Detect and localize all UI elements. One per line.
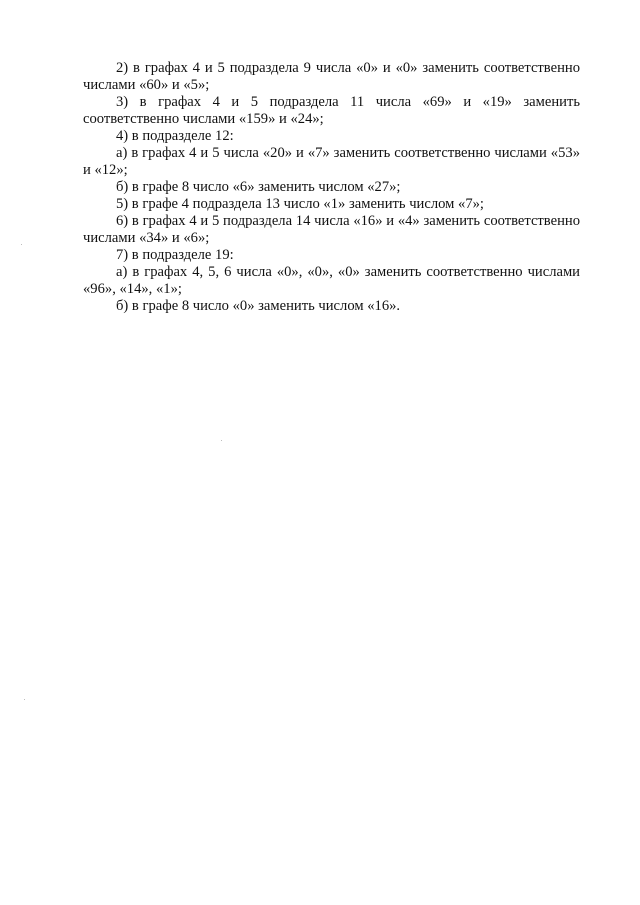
- paragraph-item-5: 5) в графе 4 подраздела 13 число «1» заменить числом «7»;: [116, 196, 484, 212]
- paragraph-item-6: 6) в графах 4 и 5 подраздела 14 числа «16» и «4» заменить соответственно числами «34» и «6»;: [83, 213, 580, 246]
- paragraph-item-3: 3) в графах 4 и 5 подраздела 11 числа «69» и «19» заменить соответственно числами «159» и «24»;: [83, 94, 580, 127]
- paragraph-item-4a: а) в графах 4 и 5 числа «20» и «7» заменить соответственно числами «53» и «12»;: [83, 145, 580, 178]
- scan-speck: [24, 699, 25, 700]
- paragraph-item-4b: б) в графе 8 число «6» заменить числом «27»;: [116, 179, 401, 195]
- paragraph-item-7a: а) в графах 4, 5, 6 числа «0», «0», «0» заменить соответственно числами «96», «14», «1»;: [83, 264, 580, 297]
- paragraph-item-7: 7) в подразделе 19:: [116, 247, 234, 263]
- paragraph-item-4: 4) в подразделе 12:: [116, 128, 234, 144]
- scan-speck: [21, 244, 22, 245]
- paragraph-item-7b: б) в графе 8 число «0» заменить числом «16».: [116, 298, 401, 314]
- scan-speck: [221, 440, 222, 441]
- paragraph-item-2: 2) в графах 4 и 5 подраздела 9 числа «0» и «0» заменить соответственно числами «60» и «5»;: [83, 60, 580, 93]
- document-body: [83, 60, 580, 315]
